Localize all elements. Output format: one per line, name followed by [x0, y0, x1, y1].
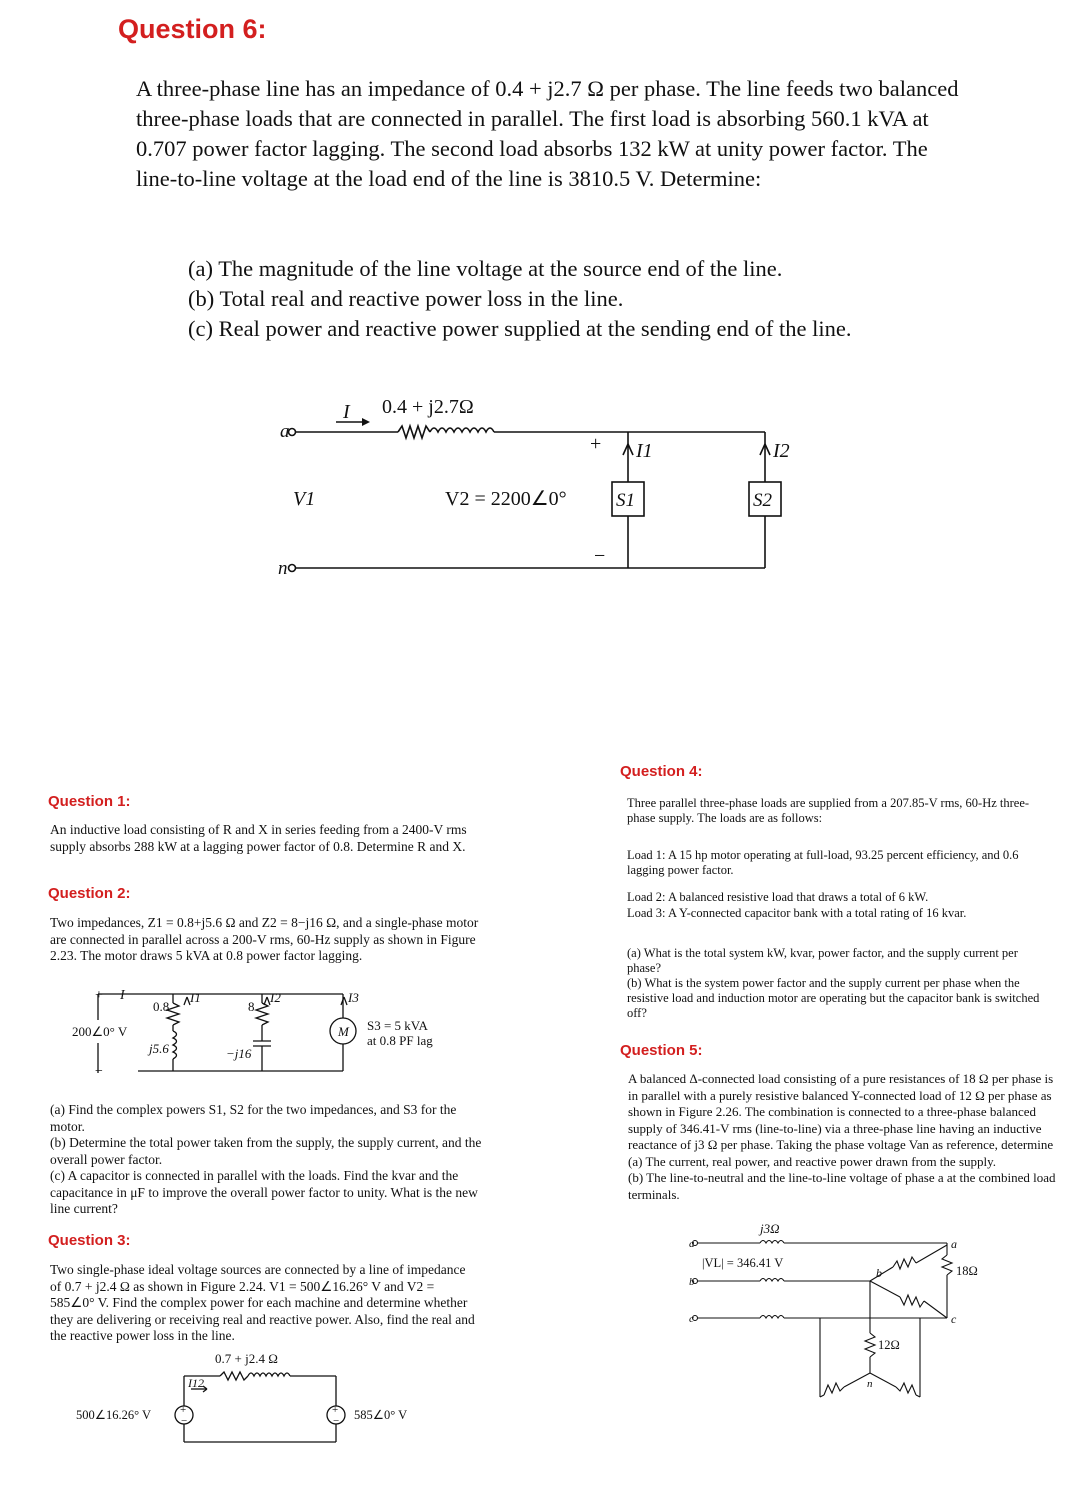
q6-fig-minus: − — [594, 545, 606, 567]
q3-text: Two single-phase ideal voltage sources are connected by a line of impedance of 0.7 + j2.4 Ω as shown in Figure 2.24. V1 = 500∠16.26° V and V2 = 585∠0° V. Find the complex power for each machine and determine whether they are delivering or receiving real and reactive power. Also, find the real and the reactive power loss in the line. — [50, 1262, 475, 1343]
q2-heading: Question 2: — [48, 885, 131, 902]
q2-fig-x2: −j16 — [226, 1046, 252, 1061]
q6-text: A three-phase line has an impedance of 0.4 + j2.7 Ω per phase. The line feeds two balanced three-phase loads that are connected in parallel. The first load is absorbing 560.1 kVA at 0.707 power factor lagging. The second load absorbs 132 kW at unity power factor. The line-to-line voltage at the load end of the line is 3810.5 V. Determine: — [136, 76, 959, 191]
q6-heading: Question 6: — [118, 14, 267, 44]
q5-fig-vl: |VL| = 346.41 V — [702, 1256, 784, 1270]
q4-load1: Load 1: A 15 hp motor operating at full-load, 93.25 percent efficiency, and 0.6 lagging power factor. — [627, 848, 1019, 877]
q3-fig-minus-2: − — [333, 1415, 340, 1427]
q4-load3: Load 3: A Y-connected capacitor bank with a total rating of 16 kvar. — [627, 906, 967, 920]
q2-fig-s3-line1: S3 = 5 kVA — [367, 1018, 428, 1033]
q5-fig-r-delta: 18Ω — [956, 1264, 978, 1278]
q5-part-b: (b) The line-to-neutral and the line-to-line voltage of phase a at the combined load terminals. — [628, 1170, 1056, 1202]
q3-fig-v2: 585∠0° V — [354, 1408, 408, 1422]
q2-fig-i3: I3 — [348, 990, 359, 1005]
q6-fig-node-a: a — [280, 421, 290, 442]
q5-fig-node-a: a — [951, 1237, 957, 1251]
q2-fig-i1: I1 — [190, 990, 201, 1005]
q6-fig-i1: I1 — [636, 440, 653, 462]
q6-fig-v2: V2 = 2200∠0° — [445, 488, 567, 510]
q6-part-c: (c) Real power and reactive power supplied at the sending end of the line. — [188, 316, 852, 341]
q2-part-c: (c) A capacitor is connected in parallel with the loads. Find the kvar and the capacitance in μF to improve the overall power factor to unity. What is the new line current? — [50, 1168, 478, 1216]
q3-fig-impedance: 0.7 + j2.4 Ω — [215, 1351, 278, 1366]
q2-fig-r2: 8 — [248, 999, 255, 1014]
q4-part-b: (b) What is the system power factor and the supply current per phase when the resistive load and induction motor are operating but the capacitor bank is switched off? — [627, 976, 1040, 1020]
q5-fig-reactance: j3Ω — [760, 1221, 780, 1236]
q3-fig-minus-1: − — [181, 1415, 188, 1427]
q3-fig-plus-2: + — [332, 1404, 339, 1416]
q2-fig-motor: M — [338, 1024, 349, 1039]
q3-fig-current: I12 — [188, 1376, 204, 1390]
q6-fig-plus: + — [590, 433, 602, 455]
q5-fig-node-b-in: b — [689, 1276, 695, 1288]
q4-load2: Load 2: A balanced resistive load that draws a total of 6 kW. — [627, 890, 929, 904]
q5-fig-node-c: c — [951, 1312, 957, 1326]
q2-fig-source: 200∠0° V — [72, 1024, 128, 1039]
q4-intro: Three parallel three-phase loads are supplied from a 207.85-V rms, 60-Hz three-phase supply. The loads are as follows: — [627, 796, 1030, 825]
q5-body — [628, 1071, 1060, 1203]
q2-fig-current-i: I — [120, 988, 125, 1003]
q3-fig-plus-1: + — [180, 1404, 187, 1416]
q2-part-b: (b) Determine the total power taken from the supply, the supply current, and the overall power factor. — [50, 1135, 482, 1167]
q6-part-a: (a) The magnitude of the line voltage at the source end of the line. — [188, 256, 783, 281]
q3-fig-v1: 500∠16.26° V — [76, 1408, 152, 1422]
q4-parts — [627, 946, 1047, 1021]
q5-part-a: (a) The current, real power, and reactive power drawn from the supply. — [628, 1153, 997, 1169]
q5-text: A balanced Δ-connected load consisting of a pure resistances of 18 Ω per phase is in parallel with a purely resistive balanced Y-connected load of 12 Ω per phase as shown in Figure 2.26. The combination is connected to a three-phase balanced supply of 346.41-V rms (line-to-line) via a three-phase line having an inductive reactance of j3 Ω per phase. Taking the phase voltage Van as reference, determine — [628, 1071, 1054, 1152]
q6-part-b: (b) Total real and reactive power loss in the line. — [188, 286, 624, 311]
q2-fig-minus: − — [95, 1064, 103, 1079]
q3-circuit-figure — [40, 1345, 480, 1455]
q6-fig-v1: V1 — [293, 488, 316, 510]
q2-fig-i2: I2 — [270, 990, 281, 1005]
q5-fig-node-a-in: a — [689, 1238, 695, 1250]
q5-circuit-figure — [620, 1215, 1080, 1410]
q5-fig-node-n: n — [867, 1378, 873, 1390]
q6-fig-s1: S1 — [616, 490, 635, 511]
q6-circuit-figure — [0, 0, 1080, 700]
q6-fig-impedance: 0.4 + j2.7Ω — [382, 396, 474, 418]
q6-fig-current-i: I — [343, 401, 350, 423]
q2-circuit-figure — [40, 975, 480, 1090]
q4-part-a: (a) What is the total system kW, kvar, power factor, and the supply current per phase? — [627, 946, 1018, 975]
q2-fig-r1: 0.8 — [153, 999, 170, 1014]
q2-fig-plus: + — [95, 988, 103, 1003]
q2-fig-x1: j5.6 — [149, 1041, 169, 1056]
q6-fig-i2: I2 — [773, 440, 790, 462]
q4-heading: Question 4: — [620, 763, 703, 780]
q1-text: An inductive load consisting of R and X in series feeding from a 2400-V rms supply absorbs 288 kW at a lagging power factor of 0.8. Determine R and X. — [50, 822, 467, 854]
q6-fig-s2: S2 — [753, 490, 772, 511]
q6-fig-node-n: n — [278, 558, 288, 579]
q3-heading: Question 3: — [48, 1232, 131, 1249]
q1-heading: Question 1: — [48, 793, 131, 810]
q5-fig-node-b: b — [876, 1266, 882, 1280]
q2-parts — [50, 1102, 485, 1218]
q5-fig-node-c-in: c — [689, 1313, 694, 1325]
q5-heading: Question 5: — [620, 1042, 703, 1059]
q2-part-a: (a) Find the complex powers S1, S2 for the two impedances, and S3 for the motor. — [50, 1102, 457, 1134]
q2-fig-s3-line2: at 0.8 PF lag — [367, 1033, 433, 1048]
q5-fig-r-y: 12Ω — [878, 1338, 900, 1352]
q2-text: Two impedances, Z1 = 0.8+j5.6 Ω and Z2 = 8−j16 Ω, and a single-phase motor are connected in parallel across a 200-V rms, 60-Hz supply as shown in Figure 2.23. The motor draws 5 kVA at 0.8 power factor lagging. — [50, 915, 479, 963]
